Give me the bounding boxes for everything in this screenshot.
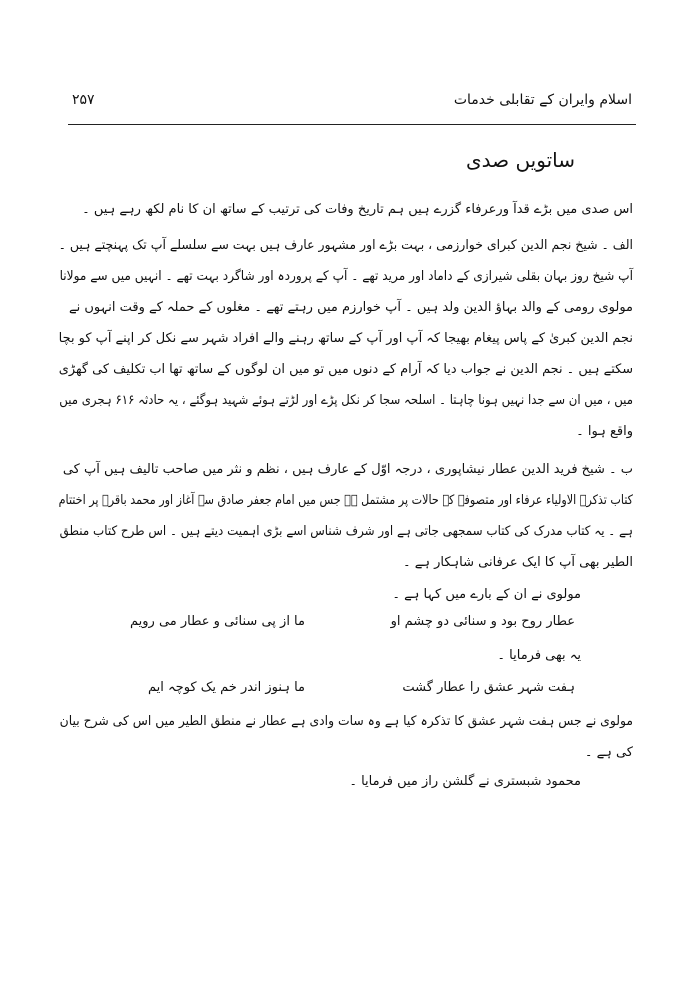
- verse-2-hemistich-2: ما ہنوز اندر خم یک کوچہ ایم: [148, 680, 305, 695]
- running-header: [72, 92, 632, 118]
- paragraph-be-line-2: کتاب تذکرۃ الاولیاء عرفاء اور متصوفہ کے حالات پر مشتمل ہے جس میں امام جعفر صادق سے آغاز اور محمد باقرؒ پر اختتام: [58, 493, 634, 508]
- paragraph-seven-valleys-line-2: کی ہے ۔: [584, 745, 633, 760]
- paragraph-be-line-3: ہے ۔ یہ کتاب مدرک کی کتاب سمجھی جاتی ہے اور شرف شناس اسے بڑی اہمیت دیتے ہیں ۔ اس طرح کتاب منطق: [59, 524, 634, 539]
- section-title: ساتویں صدی: [465, 148, 575, 172]
- paragraph-seven-valleys-line-1: مولوی نے جس ہفت شہر عشق کا تذکرہ کیا ہے وہ سات وادی ہے عطار نے منطق الطیر میں اس کی شرح بیان: [59, 714, 634, 729]
- running-header-title: اسلام وایران کے تقابلی خدمات: [453, 92, 632, 108]
- shabistari-line: محمود شبستری نے گلشن راز میں فرمایا ۔: [349, 774, 581, 789]
- paragraph-alif-line-7: واقع ہوا ۔: [576, 424, 633, 439]
- paragraph-alif-line-4: نجم الدین کبریٰ کے پاس پیغام بھیجا کہ آپ اور آپ کے ساتھ رہنے والے افراد شہر سے نکل کر اپنے آپ کو بچا: [58, 331, 634, 346]
- header-rule: [68, 124, 636, 125]
- also-said: یہ بھی فرمایا ۔: [497, 648, 581, 663]
- verse-2-hemistich-1: ہفت شہر عشق را عطار گشت: [402, 680, 575, 695]
- paragraph-alif-line-1: الف ۔ شیخ نجم الدین کبرای خوارزمی ، بہت بڑے اور مشہور عارف ہیں بہت سے سلسلے آپ تک پہنچتے ہیں ۔: [58, 238, 633, 253]
- paragraph-alif-line-5: سکتے ہیں ۔ نجم الدین نے جواب دیا کہ آرام کے دنوں میں تو میں ان لوگوں کے ساتھ تھا اب تکلیف کی گھڑی: [58, 362, 634, 377]
- maulvi-says: مولوی نے ان کے بارے میں کہا ہے ۔: [392, 587, 581, 602]
- paragraph-alif-line-6: میں ، میں ان سے جدا نہیں ہونا چاہتا ۔ اسلحہ سجا کر نکل پڑے اور لڑتے ہوئے شہید ہوگئے ، یہ حادثہ ۶۱۶ ہجری میں: [59, 393, 634, 408]
- verse-1-hemistich-1: عطار روح بود و سنائی دو چشم او: [390, 614, 575, 629]
- paragraph-intro: اس صدی میں بڑے قدآ ورعرفاء گزرے ہیں ہم تاریخ وفات کی ترتیب کے ساتھ ان کا نام لکھ رہے ہیں ۔: [82, 202, 633, 217]
- paragraph-alif-line-3: مولوی رومی کے والد بہاؤ الدین ولد ہیں ۔ آپ خوارزم میں رہتے تھے ۔ مغلوں کے حملہ کے وقت انہوں نے: [68, 300, 633, 315]
- paragraph-be-line-1: ب ۔ شیخ فرید الدین عطار نیشاپوری ، درجہ اوّل کے عارف ہیں ، نظم و نثر میں صاحب تالیف ہیں آپ کی: [62, 462, 633, 477]
- page-number: ۲۵۷: [72, 92, 95, 108]
- verse-1-hemistich-2: ما از پی سنائی و عطار می رویم: [130, 614, 305, 629]
- paragraph-be-line-4: الطیر بھی آپ کا ایک عرفانی شاہکار ہے ۔: [402, 555, 633, 570]
- paragraph-alif-line-2: آپ شیخ روز بہان بقلی شیرازی کے داماد اور مرید تھے ۔ آپ کے پروردہ اور شاگرد بہت تھے ۔ انہیں میں سے مولانا: [59, 269, 633, 284]
